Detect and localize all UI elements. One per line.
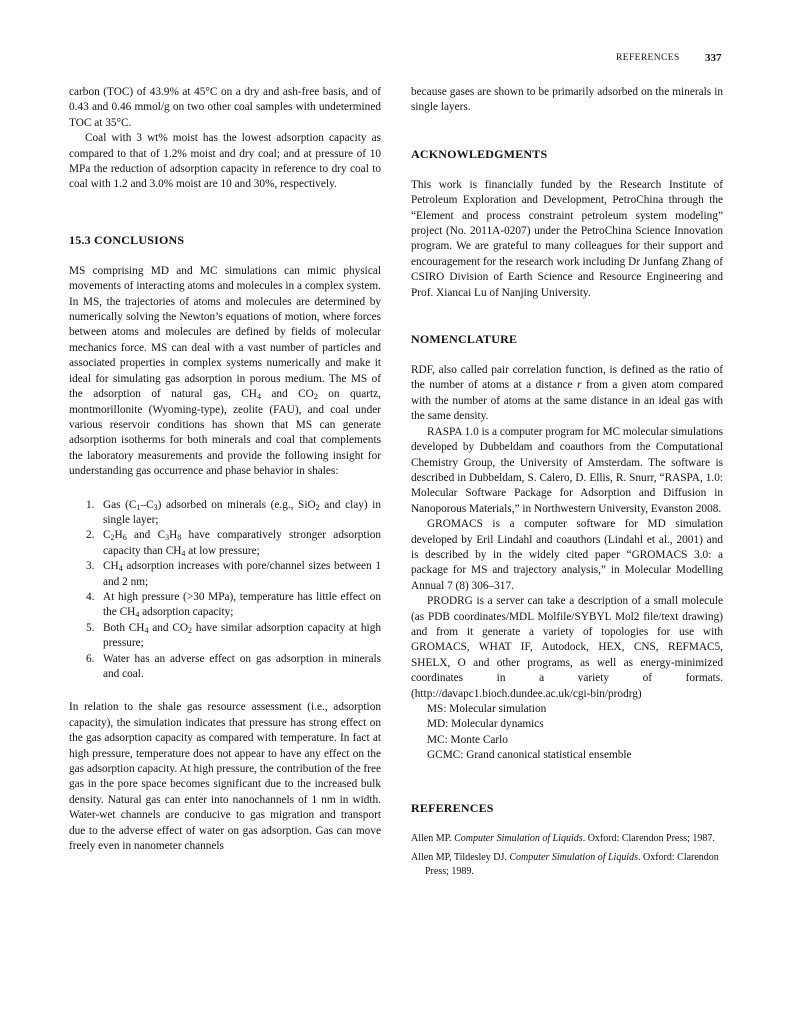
- references-heading: REFERENCES: [411, 800, 494, 815]
- list-item: 4. At high pressure (>30 MPa), temperature has little effect on the $CH_4$ adsorption capacity;: [86, 590, 381, 620]
- list-item: 3. $CH_4$ adsorption increases with pore/channel sizes between 1 and 2 nm;: [86, 560, 381, 588]
- findings-list: [69, 498, 381, 683]
- paragraph-coal-moisture: Coal with 3 wt% moist has the lowest adsorption capacity as compared to that of 1.2% moist and dry coal; and at pressure of 10 MPa the reduction of adsorption capacity in reference to dry coal to coal with 1.2 and 3.0% moist are 10 and 30%, respectively.: [69, 132, 381, 191]
- nomenclature-mc: MC: Monte Carlo: [427, 733, 508, 746]
- left-column: [69, 85, 381, 854]
- nomenclature-gromacs: GROMACS is a computer software for MD simulation developed by Eril Lindahl and coauthors (Lindahl et al., 2001) and is described by in the widely cited paper “GROMACS 3.0: a package for MS and trajectory analysis,” in Molecular Modelling Annual 7 (8) 306–317.: [411, 518, 723, 592]
- nomenclature-ms: MS: Molecular simulation: [427, 703, 547, 715]
- running-title: REFERENCES: [616, 53, 680, 63]
- paragraph-resource-assessment: In relation to the shale gas resource assessment (i.e., adsorption capacity), the simulation indicates that pressure has strong effect on the gas adsorption capacity as compared with temperature. In fact at high pressure, temperature does not appear to have any effect on the gas adsorption capacity. At high pressure, the contribution of the free gas in the pore space becomes significant due to the increased bulk density. Natural gas can enter into nanochannels of 1 nm in width. Water-wet channels are conducive to gas migration and transport due to the adverse effect of water on gas adsorption. Gas can move freely even in nanometer channels: [69, 701, 381, 853]
- nomenclature-heading: NOMENCLATURE: [411, 332, 518, 347]
- paragraph-ms-summary: MS comprising MD and MC simulations can mimic physical movements of interacting atoms and molecules in a complex system. In MS, the trajectories of atoms and molecules are determined by numerically solving the Newton’s equations of motion, where forces between atoms and molecules are defined by fields of molecular mechanics force. MS can deal with a vast number of particles and associated properties in complex systems numerically and make it ideal for simulating gas adsorption in porous medium. The MS of the adsorption of natural gas, $CH_4$ and $CO_2$ on quartz, montmorillonite (Wyoming-type), zeolite (FAU), and coal under various reservoir conditions has shown that MS can generate adsorption isotherms for both minerals and coal that complements the laboratory measurements and provide the following insight for understanding gas occurrence and phase behavior in shales:: [69, 264, 382, 478]
- nomenclature-gcmc: GCMC: Grand canonical statistical ensemble: [427, 749, 632, 762]
- list-item: 5. Both $CH_4$ and $CO_2$ have similar adsorption capacity at high pressure;: [86, 621, 381, 650]
- list-item: 2. $C_2H_6$ and $C_3H_8$ have comparatively stronger adsorption capacity than $CH_4$ at low pressure;: [86, 529, 381, 558]
- running-header: [0, 53, 791, 69]
- paragraph-toc: carbon (TOC) of 43.9% at 45°C on a dry and ash-free basis, and of 0.43 and 0.46 mmol/g on two other coal samples with undetermined TOC at 35°C.: [69, 86, 381, 129]
- list-item: 1. Gas $(C_1-C_3)$ adsorbed on minerals (e.g., SiO$_2$ and clay) in single layer;: [86, 498, 381, 526]
- reference-entry: Allen MP. Computer Simulation of Liquids. Oxford: Clarendon Press; 1987.: [411, 832, 715, 844]
- page-number: 337: [705, 52, 722, 64]
- paragraph-acknowledgments: This work is financially funded by the Research Institute of Petroleum Exploration and Development, PetroChina through the “Element and process constraint petroleum system modeling” project (No. 2011A-0207) under the PetroChina Science Innovation program. We are grateful to many colleagues for their support and encouragement for the research work including Dr Junfang Zhang of CSIRO Division of Earth Science and Resource Engineering and Prof. Xiancai Lu of Nanjing University.: [411, 178, 723, 299]
- nomenclature-prodrg: PRODRG is a server can take a description of a small molecule (as PDB coordinates/MDL Molfile/SYBYL Mol2 file/text drawing) and from it generate a variety of topologies for use with GROMACS, WHAT IF, Autodock, HEX, CNS, REFMAC5, SHELX, O and other programs, as well as energy-minimized coordinates in a variety of formats. (http://davapc1.bioch.dundee.ac.uk/cgi-bin/prodrg): [411, 595, 723, 700]
- nomenclature-raspa: RASPA 1.0 is a computer program for MC molecular simulations developed by Dubbeldam and coauthors from the Computational Chemistry Group, the University of Amsterdam. The software is described in Dubbeldam, S. Calero, D. Ellis, R. Snurr, “RASPA, 1.0: Molecular Software Package for Adsorption and Diffusion in Nanoporous Materials,” in Northwestern University, Evanston 2008.: [411, 425, 723, 515]
- reference-entry: Allen MP, Tildesley DJ. Computer Simulation of Liquids. Oxford: Clarendon Press; 1989.: [411, 851, 719, 877]
- paragraph-continuation: because gases are shown to be primarily adsorbed on the minerals in single layers.: [411, 86, 723, 114]
- right-column: [411, 85, 723, 884]
- nomenclature-rdf: RDF, also called pair correlation function, is defined as the ratio of the number of atoms at a distance r from a given atom compared with the number of atoms at the same distance in an ideal gas with the same density.: [411, 364, 723, 423]
- acknowledgments-heading: ACKNOWLEDGMENTS: [411, 146, 548, 161]
- conclusions-heading: 15.3 CONCLUSIONS: [69, 232, 185, 247]
- list-item: 6. Water has an adverse effect on gas adsorption in minerals and coal.: [86, 652, 381, 680]
- nomenclature-md: MD: Molecular dynamics: [427, 718, 544, 731]
